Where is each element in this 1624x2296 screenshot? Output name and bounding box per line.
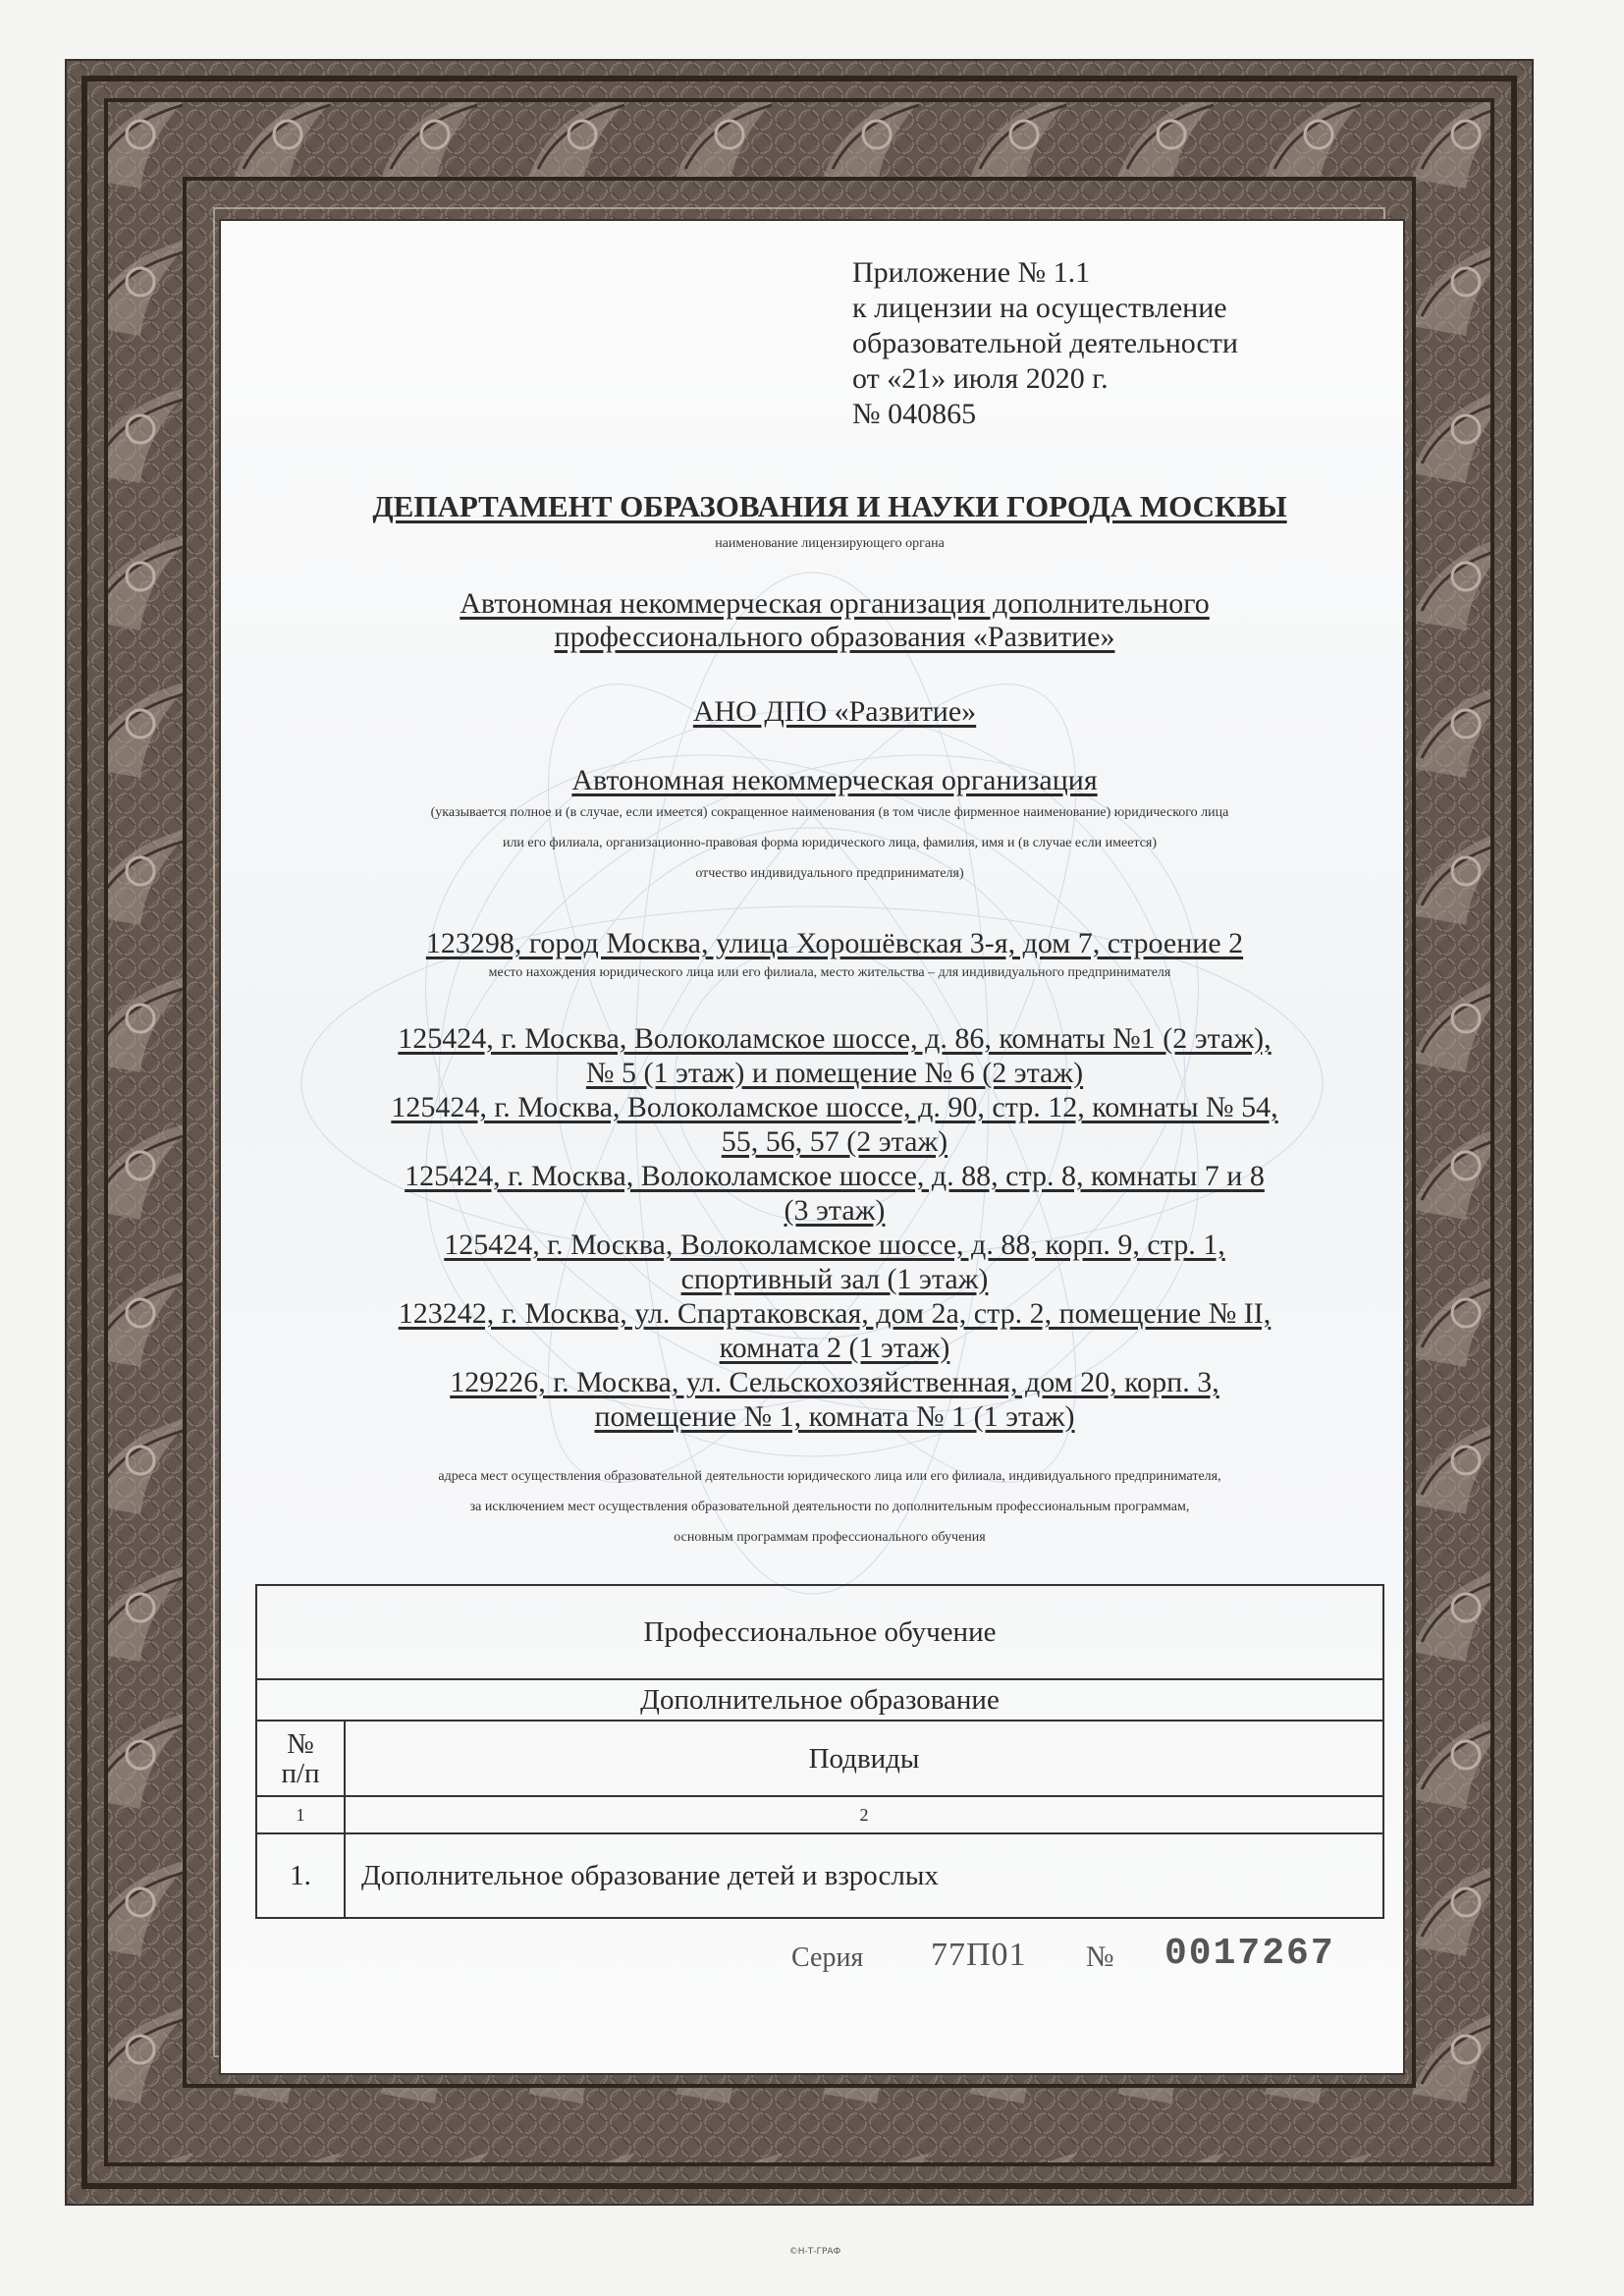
activity-address-line: 125424, г. Москва, Волоколамское шоссе, д. 86, комнаты №1 (2 этаж), [398, 1022, 1272, 1055]
activity-address-line: помещение № 1, комната № 1 (1 этаж) [594, 1400, 1075, 1433]
activity-addresses [295, 1021, 1375, 1434]
activity-addresses-caption-line: адреса мест осуществления образовательной деятельности юридического лица или его филиала, индивидуального предпринимателя, [438, 1469, 1221, 1484]
column-header-number-line: № [287, 1727, 314, 1760]
appendix-line: № 040865 [852, 398, 977, 430]
legal-address: 123298, город Москва, улица Хорошёвская 3-я, дом 7, строение 2 [425, 927, 1244, 959]
organization-full-name [295, 587, 1375, 654]
table-title: Профессиональное обучение [256, 1585, 1383, 1679]
education-programs-table [255, 1584, 1384, 1919]
activity-address-line: 125424, г. Москва, Волоколамское шоссе, д. 88, стр. 8, комнаты 7 и 8 [405, 1160, 1265, 1192]
series-label: Серия [791, 1942, 864, 1973]
licensing-authority-name: ДЕПАРТАМЕНТ ОБРАЗОВАНИЯ И НАУКИ ГОРОДА МОСКВЫ [372, 489, 1287, 523]
appendix-line: к лицензии на осуществление [852, 292, 1227, 324]
activity-address-line: 123242, г. Москва, ул. Спартаковская, дом 2а, стр. 2, помещение № II, [398, 1297, 1272, 1330]
activity-address-line: спортивный зал (1 этаж) [680, 1263, 989, 1295]
activity-address-line: № 5 (1 этаж) и помещение № 6 (2 этаж) [585, 1057, 1084, 1089]
column-header-number [256, 1721, 345, 1796]
appendix-block [852, 255, 1363, 432]
organization-full-name-line: профессионального образования «Развитие» [554, 621, 1115, 653]
organization-short-name: АНО ДПО «Развитие» [692, 695, 977, 728]
activity-addresses-caption-line: за исключением мест осуществления образовательной деятельности по дополнительным профессиональным программам, [469, 1500, 1190, 1514]
organization-legal-form: Автономная некоммерческая организация [571, 764, 1098, 796]
licensing-authority-caption: наименование лицензирующего органа [715, 536, 945, 551]
printer-copyright: ©Н-Т-ГРАФ [788, 2247, 841, 2257]
organization-caption-line: отчество индивидуального предпринимателя) [695, 866, 964, 881]
appendix-line: от «21» июля 2020 г. [852, 362, 1109, 395]
appendix-line: Приложение № 1.1 [852, 256, 1091, 289]
organization-caption [255, 797, 1404, 889]
number-sign: № [1086, 1941, 1114, 1973]
table-row [256, 1833, 1383, 1918]
column-index: 1 [256, 1796, 345, 1833]
row-subtype: Дополнительное образование детей и взрослых [345, 1833, 1383, 1918]
activity-address-line: 125424, г. Москва, Волоколамское шоссе, д. 90, стр. 12, комнаты № 54, [391, 1091, 1278, 1123]
legal-address-caption: место нахождения юридического лица или его филиала, место жительства – для индивидуального предпринимателя [488, 965, 1171, 980]
activity-addresses-caption [255, 1461, 1404, 1553]
organization-caption-line: (указывается полное и (в случае, если имеется) сокращенное наименования (в том числе фирменное наименование) юридического лица [430, 805, 1229, 820]
activity-address-line: (3 этаж) [784, 1194, 886, 1227]
series-value: 77П01 [931, 1937, 1027, 1973]
activity-address-line: комната 2 (1 этаж) [719, 1332, 950, 1364]
organization-caption-line: или его филиала, организационно-правовая форма юридического лица, фамилия, имя и (в случае если имеется) [502, 836, 1158, 850]
column-index: 2 [345, 1796, 1383, 1833]
column-header-subtypes: Подвиды [345, 1721, 1383, 1796]
activity-address-line: 55, 56, 57 (2 этаж) [721, 1125, 948, 1158]
appendix-line: образовательной деятельности [852, 327, 1238, 359]
activity-address-line: 125424, г. Москва, Волоколамское шоссе, д. 88, корп. 9, стр. 1, [444, 1229, 1225, 1261]
table-subtitle: Дополнительное образование [256, 1679, 1383, 1721]
activity-addresses-caption-line: основным программам профессионального обучения [674, 1530, 986, 1545]
organization-full-name-line: Автономная некоммерческая организация дополнительного [460, 587, 1210, 620]
column-header-number-line: п/п [281, 1757, 320, 1789]
activity-address-line: 129226, г. Москва, ул. Сельскохозяйственная, дом 20, корп. 3, [450, 1366, 1219, 1398]
blank-number: 0017267 [1164, 1933, 1335, 1975]
row-number: 1. [256, 1833, 345, 1918]
